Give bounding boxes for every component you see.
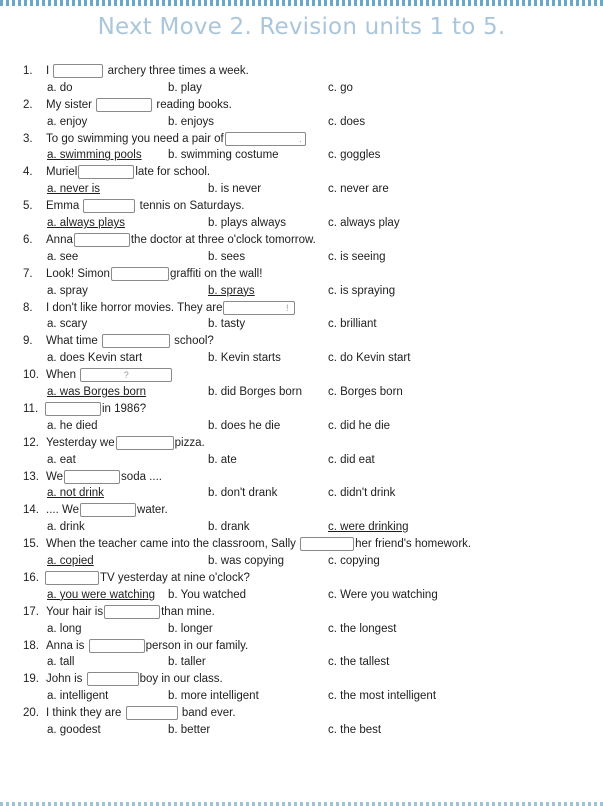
question-text-post: the doctor at three o'clock tomorrow. [130, 233, 316, 246]
option-c[interactable]: c. were drinking [328, 521, 409, 534]
question-1 [23, 63, 593, 97]
option-b[interactable]: b. tasty [208, 318, 246, 331]
question-number: 8. [23, 301, 33, 314]
option-b[interactable]: b. did Borges born [208, 386, 302, 399]
option-c[interactable]: c. do Kevin start [328, 352, 411, 365]
question-5 [23, 198, 593, 232]
question-18 [23, 638, 593, 672]
question-text-pre: When the teacher came into the classroom, Sally [46, 538, 296, 551]
question-text-post: school? [174, 335, 214, 348]
option-c[interactable]: c. the longest [328, 622, 397, 635]
answer-blank[interactable]: ! [223, 301, 295, 315]
option-c[interactable]: c. Were you watching [328, 588, 438, 601]
option-a[interactable]: a. scary [47, 318, 88, 331]
question-text-pre: .... We [46, 504, 80, 517]
question-text-pre: Muriel [46, 166, 78, 179]
question-text-pre: I [46, 65, 50, 77]
option-b[interactable]: b. play [168, 81, 202, 94]
option-b[interactable]: b. swimming costume [168, 149, 279, 162]
option-c[interactable]: c. the tallest [328, 656, 390, 669]
question-text-post: person in our family. [145, 639, 249, 652]
option-b[interactable]: b. more intelligent [168, 690, 259, 703]
question-text-pre: I don't like horror movies. They are [46, 301, 223, 314]
answer-blank[interactable] [104, 605, 160, 619]
option-a[interactable]: a. copied [47, 555, 94, 568]
question-text-post: her friend's homework. [355, 538, 472, 551]
question-text-pre: John is [46, 673, 83, 686]
question-text-post: pizza. [174, 436, 205, 449]
option-a[interactable]: a. see [47, 250, 79, 263]
option-c[interactable]: c. does [328, 115, 366, 128]
option-a[interactable]: a. goodest [47, 724, 101, 737]
option-c[interactable]: c. is spraying [328, 284, 396, 297]
question-text-pre: To go swimming you need a pair of [46, 132, 224, 145]
option-b[interactable]: b. is never [208, 183, 262, 196]
question-9 [23, 333, 593, 367]
option-c[interactable]: c. the best [328, 724, 382, 737]
question-list [23, 63, 593, 739]
answer-blank[interactable] [45, 571, 99, 585]
option-c[interactable]: c. copying [328, 555, 380, 568]
question-number: 16. [23, 571, 39, 584]
question-number: 9. [23, 335, 33, 348]
answer-blank[interactable] [64, 470, 120, 484]
answer-blank[interactable] [87, 672, 139, 686]
option-a[interactable]: a. he died [47, 419, 98, 432]
question-text-post: archery three times a week. [107, 65, 249, 77]
question-number: 12. [23, 436, 39, 449]
option-b[interactable]: b. sprays [208, 284, 255, 297]
option-b[interactable]: b. Kevin starts [208, 352, 281, 365]
question-number: 13. [23, 470, 39, 483]
question-20 [23, 705, 593, 739]
answer-blank[interactable] [96, 98, 152, 112]
question-text-pre: Yesterday we [46, 436, 115, 449]
option-b[interactable]: b. You watched [168, 588, 247, 601]
question-number: 14. [23, 504, 39, 517]
question-text-pre: Your hair is [46, 605, 104, 618]
question-text-post: TV yesterday at nine o'clock? [100, 571, 250, 584]
answer-blank[interactable] [116, 436, 174, 450]
option-b[interactable]: b. longer [168, 622, 213, 635]
question-text-post: tennis on Saturdays. [139, 200, 245, 213]
question-number: 18. [23, 639, 39, 652]
question-10 [23, 367, 593, 401]
answer-blank[interactable] [74, 233, 130, 247]
answer-blank[interactable] [89, 639, 145, 653]
question-text-post: boy in our class. [139, 673, 223, 686]
answer-blank[interactable] [83, 199, 135, 213]
question-text-pre: I think they are [46, 707, 122, 720]
question-text-post: soda .... [121, 470, 162, 483]
question-text-post: than mine. [161, 605, 215, 618]
question-text-post: band ever. [181, 707, 236, 720]
option-b[interactable]: b. taller [168, 656, 206, 669]
question-number: 17. [23, 605, 39, 618]
question-14 [23, 502, 593, 536]
question-number: 5. [23, 200, 33, 213]
option-b[interactable]: b. enjoys [168, 115, 215, 128]
question-17 [23, 604, 593, 638]
question-number: 3. [23, 132, 33, 145]
question-number: 6. [23, 233, 33, 246]
option-c[interactable]: c. go [328, 81, 353, 94]
question-text-pre: When [46, 369, 77, 382]
answer-blank[interactable] [111, 267, 169, 281]
option-a[interactable]: a. swimming pools [47, 149, 142, 162]
option-a[interactable]: a. was Borges born [47, 386, 147, 399]
question-19 [23, 671, 593, 705]
answer-blank[interactable] [126, 706, 178, 720]
option-b[interactable]: b. don't drank [208, 487, 278, 500]
question-text-post: graffiti on the wall! [169, 267, 263, 280]
option-b[interactable]: b. does he die [208, 419, 281, 432]
option-a[interactable]: a. do [47, 81, 73, 94]
answer-blank[interactable]: . [225, 132, 306, 146]
option-c[interactable]: c. always play [328, 217, 400, 230]
question-text-pre: Look! Simon [46, 267, 110, 280]
option-a[interactable]: a. tall [47, 656, 75, 669]
option-a[interactable]: a. enjoy [47, 115, 88, 128]
question-number: 19. [23, 673, 39, 686]
option-a[interactable]: a. not drink [47, 487, 104, 500]
option-a[interactable]: a. always plays [47, 217, 125, 230]
question-text-post: late for school. [135, 166, 211, 179]
question-text-post: in 1986? [102, 402, 147, 415]
question-number: 15. [23, 538, 39, 551]
option-a[interactable]: a. drink [47, 521, 85, 534]
option-c[interactable]: c. Borges born [328, 386, 403, 399]
option-b[interactable]: b. ate [208, 453, 237, 466]
option-c[interactable]: c. did he die [328, 419, 391, 432]
option-a[interactable]: a. eat [47, 453, 76, 466]
question-11 [23, 401, 593, 435]
question-text-post: water. [137, 504, 168, 517]
question-text-pre: My sister [46, 98, 92, 111]
option-b[interactable]: b. drank [208, 521, 250, 534]
option-c[interactable]: c. didn't drink [328, 487, 396, 500]
option-b[interactable]: b. sees [208, 250, 246, 263]
option-a[interactable]: a. long [47, 622, 82, 635]
answer-blank[interactable] [45, 402, 101, 416]
question-text-post: reading books. [156, 98, 232, 111]
question-number: 2. [23, 98, 33, 111]
question-text-pre: Anna [46, 233, 73, 246]
question-text-pre: Anna is [46, 639, 85, 652]
question-number: 10. [23, 369, 39, 382]
option-c[interactable]: c. is seeing [328, 250, 386, 263]
option-a[interactable]: a. never is [47, 183, 101, 196]
option-a[interactable]: a. spray [47, 284, 88, 297]
question-number: 20. [23, 707, 39, 720]
question-16 [23, 570, 593, 604]
question-6 [23, 232, 593, 266]
option-b[interactable]: b. was copying [208, 555, 285, 568]
answer-blank[interactable] [78, 165, 134, 179]
question-text-pre: What time [46, 335, 98, 348]
question-number: 7. [23, 267, 33, 280]
answer-blank[interactable] [300, 537, 354, 551]
question-4 [23, 164, 593, 198]
question-number: 11. [23, 402, 39, 415]
page-title: Next Move 2. Revision units 1 to 5. [97, 14, 506, 40]
option-c[interactable]: c. the most intelligent [328, 690, 437, 703]
answer-blank[interactable] [80, 503, 136, 517]
option-c[interactable]: c. did eat [328, 453, 375, 466]
question-3 [23, 131, 593, 165]
answer-blank[interactable]: ? [80, 368, 172, 382]
option-c[interactable]: c. never are [328, 183, 389, 196]
question-15 [23, 536, 593, 570]
question-13 [23, 469, 593, 503]
question-7 [23, 266, 593, 300]
question-12 [23, 435, 593, 469]
option-b[interactable]: b. plays always [208, 217, 286, 230]
option-a[interactable]: a. you were watching [47, 588, 156, 601]
question-text-pre: We [46, 470, 64, 483]
option-a[interactable]: a. intelligent [47, 690, 109, 703]
question-number: 1. [23, 65, 33, 77]
question-8 [23, 300, 593, 334]
answer-blank[interactable] [53, 64, 103, 78]
question-number: 4. [23, 166, 33, 179]
option-c[interactable]: c. brilliant [328, 318, 377, 331]
answer-blank[interactable] [102, 334, 170, 348]
question-2 [23, 97, 593, 131]
top-dashed-border [0, 0, 603, 6]
question-text-pre: Emma [46, 200, 80, 213]
bottom-dashed-border [0, 802, 603, 806]
option-b[interactable]: b. better [168, 724, 211, 737]
option-c[interactable]: c. goggles [328, 149, 381, 162]
option-a[interactable]: a. does Kevin start [47, 352, 143, 365]
